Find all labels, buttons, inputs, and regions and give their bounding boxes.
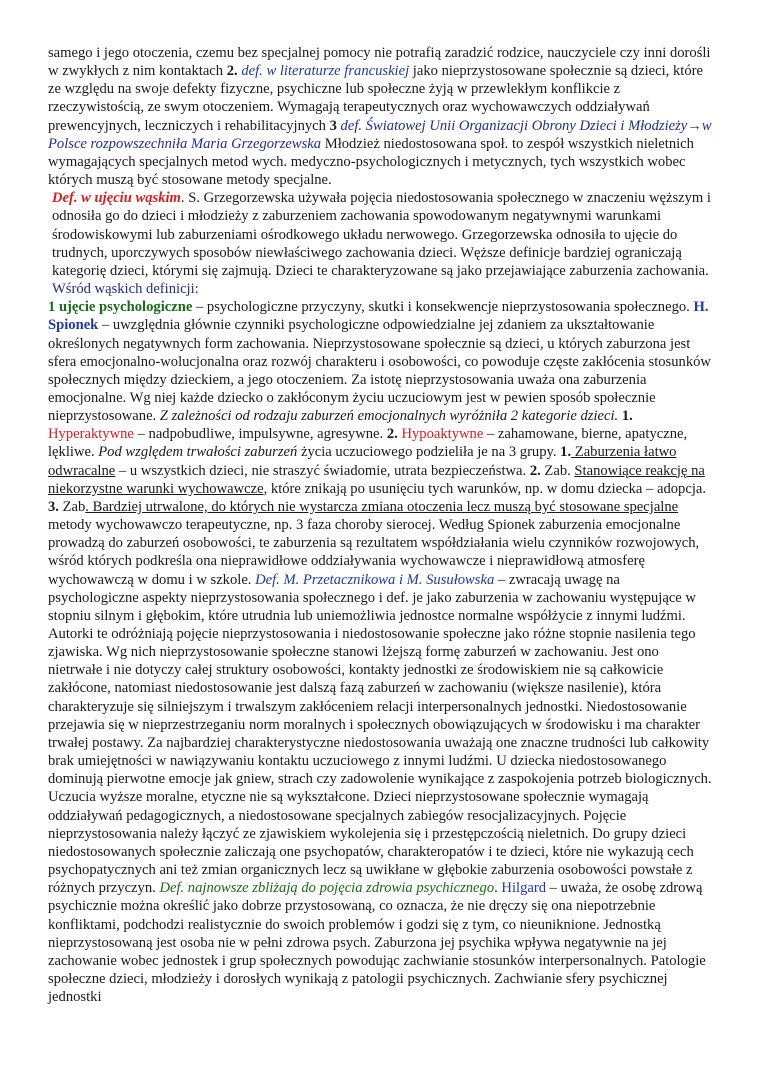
- text: jako nieprzystosowane społecznie są dzieci, które ze względu na swoje defekty fizyczne, psychiczne lub społeczne żyją w przewlekłym konflikcie z rzeczywistością, ze swym otoczeniem. Wymagają terapeutycznych oraz wychowawczych oddziaływań prewencyjnych, leczniczych i rehabilitacyjnych: [48, 63, 703, 134]
- text: metody wychowawczo terapeutyczne, np. 3 faza choroby sierocej. Według Spionek zaburzenia emocjonalne prowadzą do zaburzeń osobowości, te zaburzenia są rezultatem współdziałania wielu czynników rozwojowych, wśród których podkreśla ona nieprawidłowe oddziaływania wychowawcze i nieprawidłową atmosferę wychowawczą w domu i w szkole.: [48, 517, 700, 588]
- text: samego i jego otoczenia, czemu bez specjalnej pomocy nie potrafią zaradzić rodzice, nauczyciele czy inni dorośli w zwykłych z nim kontaktach: [48, 45, 711, 80]
- definition-number: 2.: [226, 63, 238, 80]
- text: Zab.: [540, 462, 575, 479]
- definition-french-label: def. w literaturze francuskiej: [237, 63, 410, 80]
- paragraph-narrow-list-heading: [48, 280, 714, 298]
- definition-world-union-label: def. Światowej Unii Organizacji Obrony Dzieci i Młodzieży→w Polsce rozpowszechniła Maria Grzegorzewska: [48, 117, 712, 152]
- text: Zab: [58, 498, 86, 515]
- paragraph-definitions: [48, 44, 714, 189]
- author-spionek: H. Spionek: [48, 299, 709, 334]
- text: życia uczuciowego podzieliła je na 3 grupy.: [297, 444, 561, 461]
- psychological-approach-heading: 1 ujęcie psychologiczne: [48, 299, 193, 316]
- group-number: 1.: [560, 444, 572, 461]
- paragraph-narrow-definition: [48, 189, 714, 280]
- paragraph-psychological: [48, 298, 714, 1006]
- group-number: 2.: [529, 462, 541, 479]
- group-1-label: Zaburzenia łatwo odwracalne: [48, 444, 677, 479]
- text: . S. Grzegorzewska używała pojęcia niedostosowania społecznego w znaczeniu węższym i odnosiła go do dzieci i młodzieży z zaburzeniem zachowania spowodowanym negatywnymi warunkami środowiskowymi lub zaburzeniami ośrodkowego układu nerwowego. Grzegorzewska odnosiła to ujęcie do trudnych, uporczywych sposobów niewłaściwego zachowania dzieci. Węższe definicje bardziej ograniczają kategorię dzieci, którymi się zajmują. Dzieci te charakteryzowane są jako przejawiające zaburzenia zachowania.: [52, 190, 711, 279]
- group-number: 3.: [48, 498, 59, 515]
- group-3-label: . Bardziej utrwalone, do których nie wystarcza zmiana otoczenia lecz muszą być stosowane specjalne: [85, 498, 679, 515]
- text: – zahamowane, bierne, apatyczne, lękliwe.: [48, 426, 688, 461]
- narrow-definitions-heading: Wśród wąskich definicji:: [52, 281, 199, 298]
- hyperactive-label: Hyperaktywne: [48, 426, 134, 443]
- text: – nadpobudliwe, impulsywne, agresywne.: [133, 426, 387, 443]
- hypoactive-label: Hypoaktywne: [397, 426, 484, 443]
- italic-text: Pod względem trwałości zaburzeń: [98, 444, 298, 461]
- text: Młodzież niedostosowana społ. to zespół wszystkich nieletnich wymagających specjalnych metod wych. medyczno-psychologicznych i metycznych, tych wszystkich wobec których muszą być stosowane metody specjalne.: [48, 135, 694, 189]
- text: – zwracają uwagę na psychologiczne aspekty nieprzystosowania społecznego i def. je jako zaburzenia w zachowaniu występujące w stopniu silnym i głębokim, które utrudnia lub uniemożliwia jednostce normalne współżycie z innymi ludźmi. Autorki te odróżniają pojęcie nieprzystosowania i niedostosowanie społeczne jako różne stopnie nasilenia tego zjawiska. Wg nich nieprzystosowanie społeczne stanowi lżejszą formę zaburzeń w zachowaniu. Jest ono nietrwałe i nie dotyczy całej struktury osobowości, kontakty jednostki ze środowiskiem nie są całkowicie zakłócone, natomiast niedostosowanie jest dalszą fazą zaburzeń w zachowaniu (większe nasilenie), która charakteryzuje się silniejszym i trwalszym zakłóceniem relacji interpersonalnych jednostki. Niedostosowanie przejawia się w nieprzestrzeganiu norm moralnych i społecznych obowiązujących w środowisku i ma charakter trwałej postawy. Za najbardziej charakterystyczne niedostosowania uważają one znaczne trudności lub całkowity brak umiejętności w nawiązywaniu kontaktu uczuciowego z innymi ludźmi. U dziecka niedostosowanego dominują pierwotne emocje jak gniew, strach czy zadowolenie wynikające z zaspokojenia potrzeb biologicznych. Uczucia wyższe moralne, etyczne nie są wykształcone. Dzieci nieprzystosowane społecznie wymagają oddziaływań pedagogicznych, a niedostosowane specjalnych zabiegów resocjalizacyjnych. Pojęcie nieprzystosowania należy łączyć ze zjawiskiem wykolejenia się i przestępczością nieletnich. Do grupy dzieci niedostosowanych społecznie zaliczają one psychopatów, charakteropatów i te dzieci, które nie wykazują cech psychopatycznych ani też zmian organicznych lecz są uwikłane w głębokie zaburzenia osobowości powstałe z różnych przyczyn.: [48, 571, 712, 897]
- narrow-definition-heading: Def. w ujęciu wąskim: [52, 190, 181, 207]
- text: – psychologiczne przyczyny, skutki i konsekwencje nieprzystosowania społecznego.: [192, 299, 694, 316]
- definition-number: 3: [329, 117, 337, 134]
- list-number: 2.: [386, 426, 398, 443]
- text: , które znikają po usunięciu tych warunków, np. w domu dziecka – adopcja.: [263, 480, 707, 497]
- list-number: 1.: [618, 408, 633, 425]
- text: – uwzględnia głównie czynniki psychologiczne odpowiedzialne jej zdaniem za ukształtowanie określonych negatywnych form zachowania. Nieprzystosowane społecznie są dzieci, u których zaburzona jest sfera emocjonalno-wolucjonalna oraz rozwój charakteru i osobowości, co powoduje częste zakłócenia stosunków społecznych między dzieckiem, a jego otoczeniem. Za istotę nieprzystosowania uważa ona zaburzenia emocjonalne. Wg niej każde dziecko o zakłóconym życiu uczuciowym jest w pewien sposób społecznie nieprzystosowane.: [48, 317, 711, 425]
- text: .: [494, 880, 502, 897]
- definition-przetacznikowa-label: Def. M. Przetacznikowa i M. Susułowska: [255, 571, 495, 588]
- author-hilgard: Hilgard: [501, 880, 547, 897]
- text: – u wszystkich dzieci, nie straszyć świadomie, utrata bezpieczeństwa.: [115, 462, 530, 479]
- definition-newest-label: Def. najnowsze zbliżają do pojęcia zdrowia psychicznego: [159, 880, 495, 897]
- italic-text: Z zależności od rodzaju zaburzeń emocjonalnych wyróżniła 2 kategorie dzieci.: [159, 408, 619, 425]
- group-2-label: Stanowiące reakcję na niekorzystne warunki wychowawcze: [48, 462, 705, 497]
- text: – uważa, że osobę zdrową psychicznie można określić jako dobrze przystosowaną, co oznacza, że nie dręczy się ona niepotrzebnie konfliktami, podchodzi realistycznie do swoich problemów i godzi się z tym, co nieuniknione. Jednostką nieprzystosowaną jest osoba nie w pełni zdrowa psych. Zaburzona jej psychika wpływa negatywnie na jej zachowanie wobec jednostek i grup społecznych powodując zachwianie stosunków interpersonalnych. Patologie społeczne dzieci, młodzieży i dorosłych wynikają z patologii psychicznych. Zachwianie sfery psychicznej jednostki: [48, 880, 706, 1006]
